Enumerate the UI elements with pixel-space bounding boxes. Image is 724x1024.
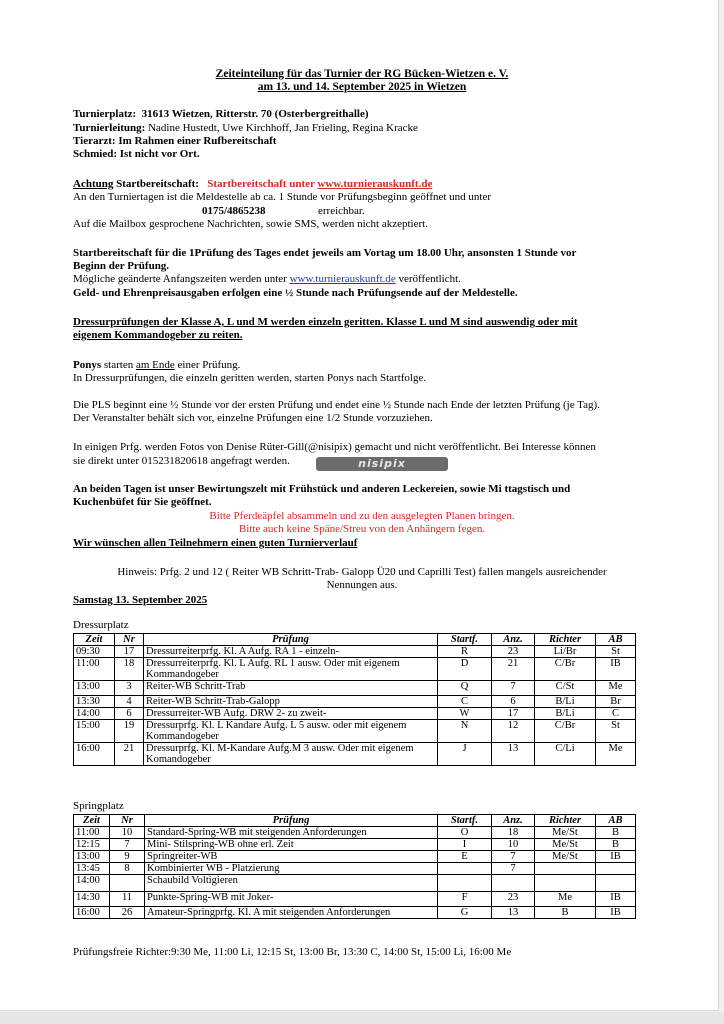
cell-zeit: 11:00	[74, 658, 115, 681]
cell-ab: St	[596, 646, 636, 658]
cell-nr: 4	[115, 696, 144, 708]
hinweis-line-1: Hinweis: Prfg. 2 und 12 ( Reiter WB Schritt-Trab- Galopp Ü20 und Caprilli Test) fallen mangels ausreichender	[117, 566, 607, 578]
dressur-rule-line-1: Dressurprüfungen der Klasse A, L und M werden einzeln geritten. Klasse L und M sind auswendig oder mit	[73, 316, 578, 328]
cell-richter: C/St	[535, 681, 596, 696]
turnierplatz-line	[73, 108, 369, 121]
cell-nr: 6	[115, 708, 144, 720]
cell-startf: G	[438, 907, 492, 919]
ponys-line-2: In Dressurprüfungen, die einzeln geritten werden, starten Ponys nach Startfolge.	[73, 372, 427, 384]
viewer-bottom-strip	[0, 1012, 724, 1024]
cell-zeit: 14:30	[74, 892, 110, 907]
cell-zeit: 16:00	[74, 743, 115, 766]
cell-nr: 26	[110, 907, 145, 919]
anfangszeiten-line	[73, 273, 461, 286]
cell-anz: 21	[492, 658, 535, 681]
springplatz-label: Springplatz	[73, 800, 124, 812]
schmied-value: Ist nicht vor Ort.	[119, 148, 200, 160]
cell-richter: B/Li	[535, 696, 596, 708]
table-header-row	[74, 634, 636, 646]
cell-startf: O	[438, 827, 492, 839]
cell-ab: B	[596, 839, 636, 851]
cell-ab: Me	[596, 743, 636, 766]
schmied-line	[73, 148, 200, 161]
cell-startf: R	[438, 646, 492, 658]
cell-anz: 23	[492, 892, 535, 907]
cell-pruefung: Mini- Stilspring-WB ohne erl. Zeit	[145, 839, 438, 851]
ponys-line	[73, 359, 240, 372]
cell-nr: 9	[110, 851, 145, 863]
schmied-label: Schmied:	[73, 148, 117, 160]
cell-anz: 6	[492, 696, 535, 708]
tierarzt-line	[73, 135, 276, 148]
cell-pruefung: Dressurreiterprfg. Kl. L Aufg. RL 1 ausw. Oder mit eigenem Kommandogeber	[144, 658, 438, 681]
cell-startf	[438, 875, 492, 892]
cell-pruefung: Springreiter-WB	[145, 851, 438, 863]
turnierplatz-value: 31613 Wietzen, Ritterstr. 70 (Osterbergreithalle)	[141, 108, 369, 120]
cell-pruefung: Dressurprfg. Kl. L Kandare Aufg. L 5 ausw. oder mit eigenem Kommandogeber	[144, 720, 438, 743]
cell-ab: C	[596, 708, 636, 720]
cell-ab	[596, 875, 636, 892]
endet-line-1: Startbereitschaft für die 1Prüfung des Tages endet jeweils am Vortag um 18.00 Uhr, ansonsten 1 Stunde vor	[73, 247, 577, 259]
cell-startf: W	[438, 708, 492, 720]
turnierleitung-label: Turnierleitung:	[73, 122, 146, 134]
meldestelle-line: An den Turniertagen ist die Meldestelle ab ca. 1 Stunde vor Prüfungsbeginn geöffnet und unter	[73, 191, 492, 203]
table-row	[74, 863, 636, 875]
column-header-startf: Startf.	[438, 634, 492, 646]
dressur-rule-line-2: eigenem Kommandogeber zu reiten.	[73, 329, 243, 341]
bewirtung-line-1: An beiden Tagen ist unser Bewirtungszelt mit Frühstück und anderen Leckereien, sowie Mi ttagstisch und	[73, 483, 571, 495]
cell-pruefung: Kombinierter WB - Platzierung	[145, 863, 438, 875]
ponys-post: einer Prüfung.	[177, 359, 241, 371]
ponys-underlined: am Ende	[135, 359, 175, 371]
cell-zeit: 13:45	[74, 863, 110, 875]
cell-startf: E	[438, 851, 492, 863]
hinweis-line-2: Nennungen aus.	[326, 579, 398, 591]
cell-richter: Me	[535, 892, 596, 907]
column-header-richter: Richter	[535, 634, 596, 646]
cell-nr: 10	[110, 827, 145, 839]
cell-ab: IB	[596, 907, 636, 919]
cell-anz: 7	[492, 863, 535, 875]
cell-richter	[535, 875, 596, 892]
cell-richter: Li/Br	[535, 646, 596, 658]
bewirtung-line-2: Kuchenbüfet für Sie geöffnet.	[73, 496, 212, 508]
cell-richter: B	[535, 907, 596, 919]
table-row	[74, 875, 636, 892]
cell-anz: 18	[492, 827, 535, 839]
cell-pruefung: Standard-Spring-WB mit steigenden Anforderungen	[145, 827, 438, 839]
column-header-startf: Startf.	[438, 815, 492, 827]
cell-startf: N	[438, 720, 492, 743]
turnierleitung-line	[73, 122, 418, 135]
day-heading: Samstag 13. September 2025	[73, 594, 208, 606]
cell-richter: B/Li	[535, 708, 596, 720]
fotos-line-2: sie direkt unter 015231820618 angefragt werden.	[73, 455, 290, 467]
table-row	[74, 743, 636, 766]
geld-line: Geld- und Ehrenpreisausgaben erfolgen eine ½ Stunde nach Prüfungsende auf der Meldestelle.	[73, 287, 518, 299]
column-header-zeit: Zeit	[74, 634, 115, 646]
cell-zeit: 09:30	[74, 646, 115, 658]
cell-anz: 12	[492, 720, 535, 743]
cell-anz: 13	[492, 743, 535, 766]
wunsch-line: Wir wünschen allen Teilnehmern einen guten Turnierverlauf	[73, 537, 358, 549]
mailbox-line: Auf die Mailbox gesprochene Nachrichten, sowie SMS, werden nicht akzeptiert.	[73, 218, 428, 230]
phone-number: 0175/4865238	[202, 205, 266, 217]
column-header-ab: AB	[596, 815, 636, 827]
cell-richter: C/Br	[535, 720, 596, 743]
cell-richter: Me/St	[535, 827, 596, 839]
cell-richter: C/Li	[535, 743, 596, 766]
cell-startf: F	[438, 892, 492, 907]
startbereitschaft-red-text: Startbereitschaft unter	[207, 178, 315, 190]
cell-nr: 3	[115, 681, 144, 696]
achtung-word: Achtung	[73, 178, 114, 190]
cell-startf: I	[438, 839, 492, 851]
red-note-line-2: Bitte auch keine Späne/Streu von den Anhängern fegen.	[238, 523, 486, 535]
cell-richter: Me/St	[535, 851, 596, 863]
cell-zeit: 13:30	[74, 696, 115, 708]
table-row	[74, 907, 636, 919]
cell-ab: IB	[596, 658, 636, 681]
cell-ab	[596, 863, 636, 875]
column-header-ab: AB	[596, 634, 636, 646]
cell-zeit: 12:15	[74, 839, 110, 851]
cell-richter: Me/St	[535, 839, 596, 851]
cell-pruefung: Reiter-WB Schritt-Trab-Galopp	[144, 696, 438, 708]
fotos-line-1: In einigen Prfg. werden Fotos von Denise Rüter-Gill(@nisipix) gemacht und nicht veröffentlicht. Bei Interesse können	[73, 441, 596, 453]
cell-zeit: 13:00	[74, 681, 115, 696]
table-row	[74, 696, 636, 708]
cell-nr: 11	[110, 892, 145, 907]
cell-nr: 7	[110, 839, 145, 851]
turnierauskunft-link-red[interactable]: www.turnierauskunft.de	[317, 178, 433, 190]
cell-nr: 19	[115, 720, 144, 743]
turnierleitung-value: Nadine Hustedt, Uwe Kirchhoff, Jan Frieling, Regina Kracke	[148, 122, 418, 134]
tierarzt-value: Im Rahmen einer Rufbereitschaft	[118, 135, 277, 147]
cell-pruefung: Punkte-Spring-WB mit Joker-	[145, 892, 438, 907]
cell-zeit: 13:00	[74, 851, 110, 863]
cell-anz: 10	[492, 839, 535, 851]
title-line-2: am 13. und 14. September 2025 in Wietzen	[257, 81, 467, 93]
table-row	[74, 839, 636, 851]
cell-anz: 7	[492, 681, 535, 696]
achtung-line	[73, 178, 432, 191]
table-row	[74, 658, 636, 681]
column-header-nr: Nr	[110, 815, 145, 827]
dressurplatz-table	[73, 633, 636, 766]
column-header-anz: Anz.	[492, 634, 535, 646]
anfangszeiten-pre: Mögliche geänderte Anfangszeiten werden unter	[73, 273, 287, 285]
cell-zeit: 14:00	[74, 875, 110, 892]
cell-startf	[438, 863, 492, 875]
table-row	[74, 851, 636, 863]
anfangszeiten-post: veröffentlicht.	[398, 273, 461, 285]
cell-anz: 7	[492, 851, 535, 863]
column-header-nr: Nr	[115, 634, 144, 646]
endet-line-2: Beginn der Prüfung.	[73, 260, 170, 272]
springplatz-table	[73, 814, 636, 919]
pruefungsfreie-richter: Prüfungsfreie Richter:9:30 Me, 11:00 Li, 12:15 St, 13:00 Br, 13:30 C, 14:00 St, 15:00 Li, 16:00 Me	[73, 946, 512, 958]
column-header-pruefung: Prüfung	[145, 815, 438, 827]
cell-nr: 17	[115, 646, 144, 658]
column-header-anz: Anz.	[492, 815, 535, 827]
cell-pruefung: Schaubild Voltigieren	[145, 875, 438, 892]
table-row	[74, 681, 636, 696]
tierarzt-label: Tierarzt:	[73, 135, 116, 147]
cell-ab: Me	[596, 681, 636, 696]
table-row	[74, 892, 636, 907]
pls-line-1: Die PLS beginnt eine ½ Stunde vor der ersten Prüfung und endet eine ½ Stunde nach Ende der letzten Prüfung (je Tag).	[73, 399, 600, 411]
cell-anz: 13	[492, 907, 535, 919]
cell-pruefung: Reiter-WB Schritt-Trab	[144, 681, 438, 696]
table-row	[74, 827, 636, 839]
cell-richter: C/Br	[535, 658, 596, 681]
cell-nr: 8	[110, 863, 145, 875]
cell-pruefung: Dressurprfg. Kl. M-Kandare Aufg.M 3 ausw. Oder mit eigenem Komandogeber	[144, 743, 438, 766]
cell-pruefung: Amateur-Springprfg. Kl. A mit steigenden Anforderungen	[145, 907, 438, 919]
cell-nr	[110, 875, 145, 892]
cell-startf: C	[438, 696, 492, 708]
title-line-1: Zeiteinteilung für das Turnier der RG Bücken-Wietzen e. V.	[215, 68, 509, 80]
cell-zeit: 16:00	[74, 907, 110, 919]
table-row	[74, 708, 636, 720]
cell-ab: B	[596, 827, 636, 839]
cell-richter	[535, 863, 596, 875]
erreichbar-text: erreichbar.	[318, 205, 365, 217]
turnierplatz-label: Turnierplatz:	[73, 108, 137, 120]
cell-ab: St	[596, 720, 636, 743]
cell-startf: J	[438, 743, 492, 766]
cell-ab: IB	[596, 892, 636, 907]
table-header-row	[74, 815, 636, 827]
cell-zeit: 11:00	[74, 827, 110, 839]
cell-zeit: 15:00	[74, 720, 115, 743]
nisipix-logo: nisipix	[316, 457, 448, 471]
red-note-line-1: Bitte Pferdeäpfel absammeln und zu den ausgelegten Planen bringen.	[209, 510, 515, 522]
cell-startf: Q	[438, 681, 492, 696]
cell-anz: 23	[492, 646, 535, 658]
cell-pruefung: Dressurreiter-WB Aufg. DRW 2- zu zweit-	[144, 708, 438, 720]
ponys-bold: Ponys	[73, 359, 102, 371]
cell-pruefung: Dressurreiterprfg. Kl. A Aufg. RA 1 - einzeln-	[144, 646, 438, 658]
cell-nr: 21	[115, 743, 144, 766]
table-row	[74, 720, 636, 743]
cell-anz: 17	[492, 708, 535, 720]
achtung-rest: Startbereitschaft:	[116, 178, 199, 190]
cell-anz	[492, 875, 535, 892]
cell-startf: D	[438, 658, 492, 681]
cell-ab: IB	[596, 851, 636, 863]
turnierauskunft-link[interactable]: www.turnierauskunft.de	[289, 273, 396, 285]
column-header-zeit: Zeit	[74, 815, 110, 827]
column-header-pruefung: Prüfung	[144, 634, 438, 646]
ponys-mid: starten	[103, 359, 134, 371]
cell-ab: Br	[596, 696, 636, 708]
cell-nr: 18	[115, 658, 144, 681]
cell-zeit: 14:00	[74, 708, 115, 720]
dressurplatz-label: Dressurplatz	[73, 619, 129, 631]
table-row	[74, 646, 636, 658]
column-header-richter: Richter	[535, 815, 596, 827]
pls-line-2: Der Veranstalter behält sich vor, einzelne Prüfungen eine 1/2 Stunde vorzuziehen.	[73, 412, 433, 424]
